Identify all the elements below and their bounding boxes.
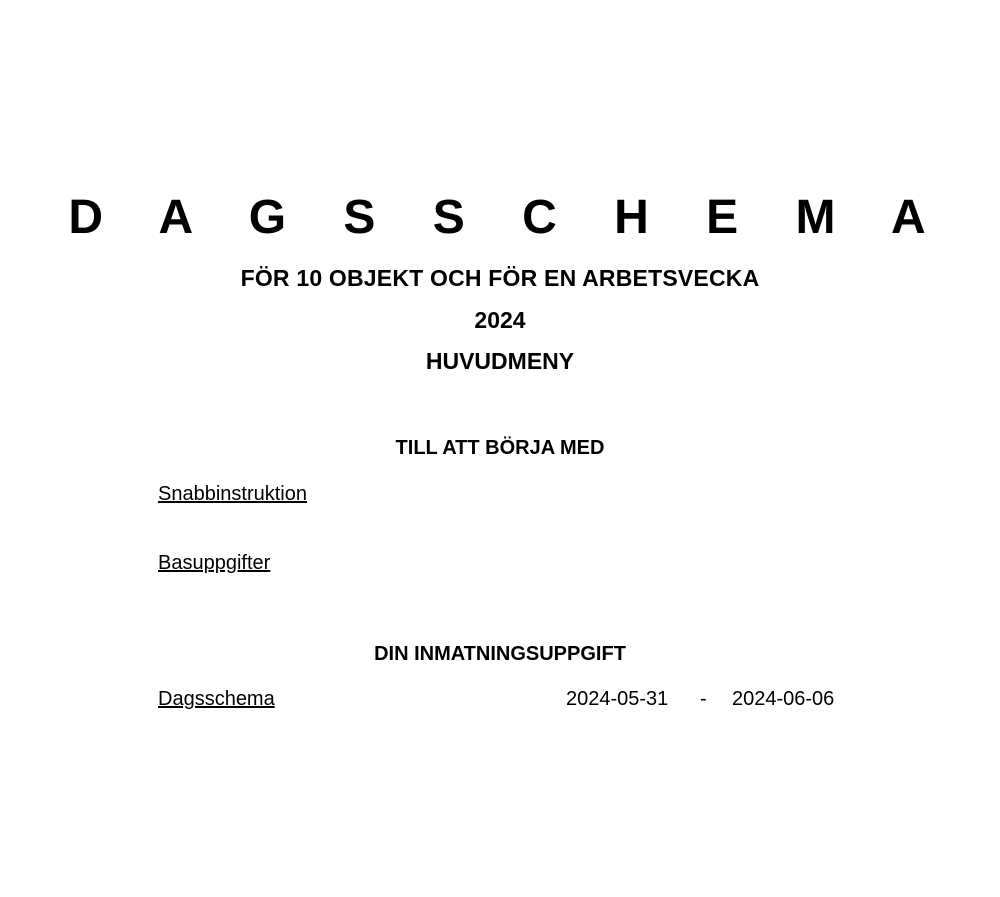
page-subtitle: FÖR 10 OBJEKT OCH FÖR EN ARBETSVECKA [240, 265, 760, 291]
period-end-date: 2024-06-06 [732, 688, 835, 710]
basic-data-link[interactable]: Basuppgifter [158, 552, 271, 574]
quick-instruction-link[interactable]: Snabbinstruktion [158, 483, 307, 505]
year-label: 2024 [474, 307, 526, 333]
period-start-date: 2024-05-31 [566, 688, 669, 710]
section-heading-input-task: DIN INMATNINGSUPPGIFT [374, 643, 626, 665]
period-separator: - [700, 688, 707, 710]
page-title: D A G S S C H E M A [68, 191, 948, 244]
main-menu-title: HUVUDMENY [425, 348, 575, 374]
daily-schedule-link[interactable]: Dagsschema [158, 688, 275, 710]
section-heading-getting-started: TILL ATT BÖRJA MED [395, 437, 605, 459]
